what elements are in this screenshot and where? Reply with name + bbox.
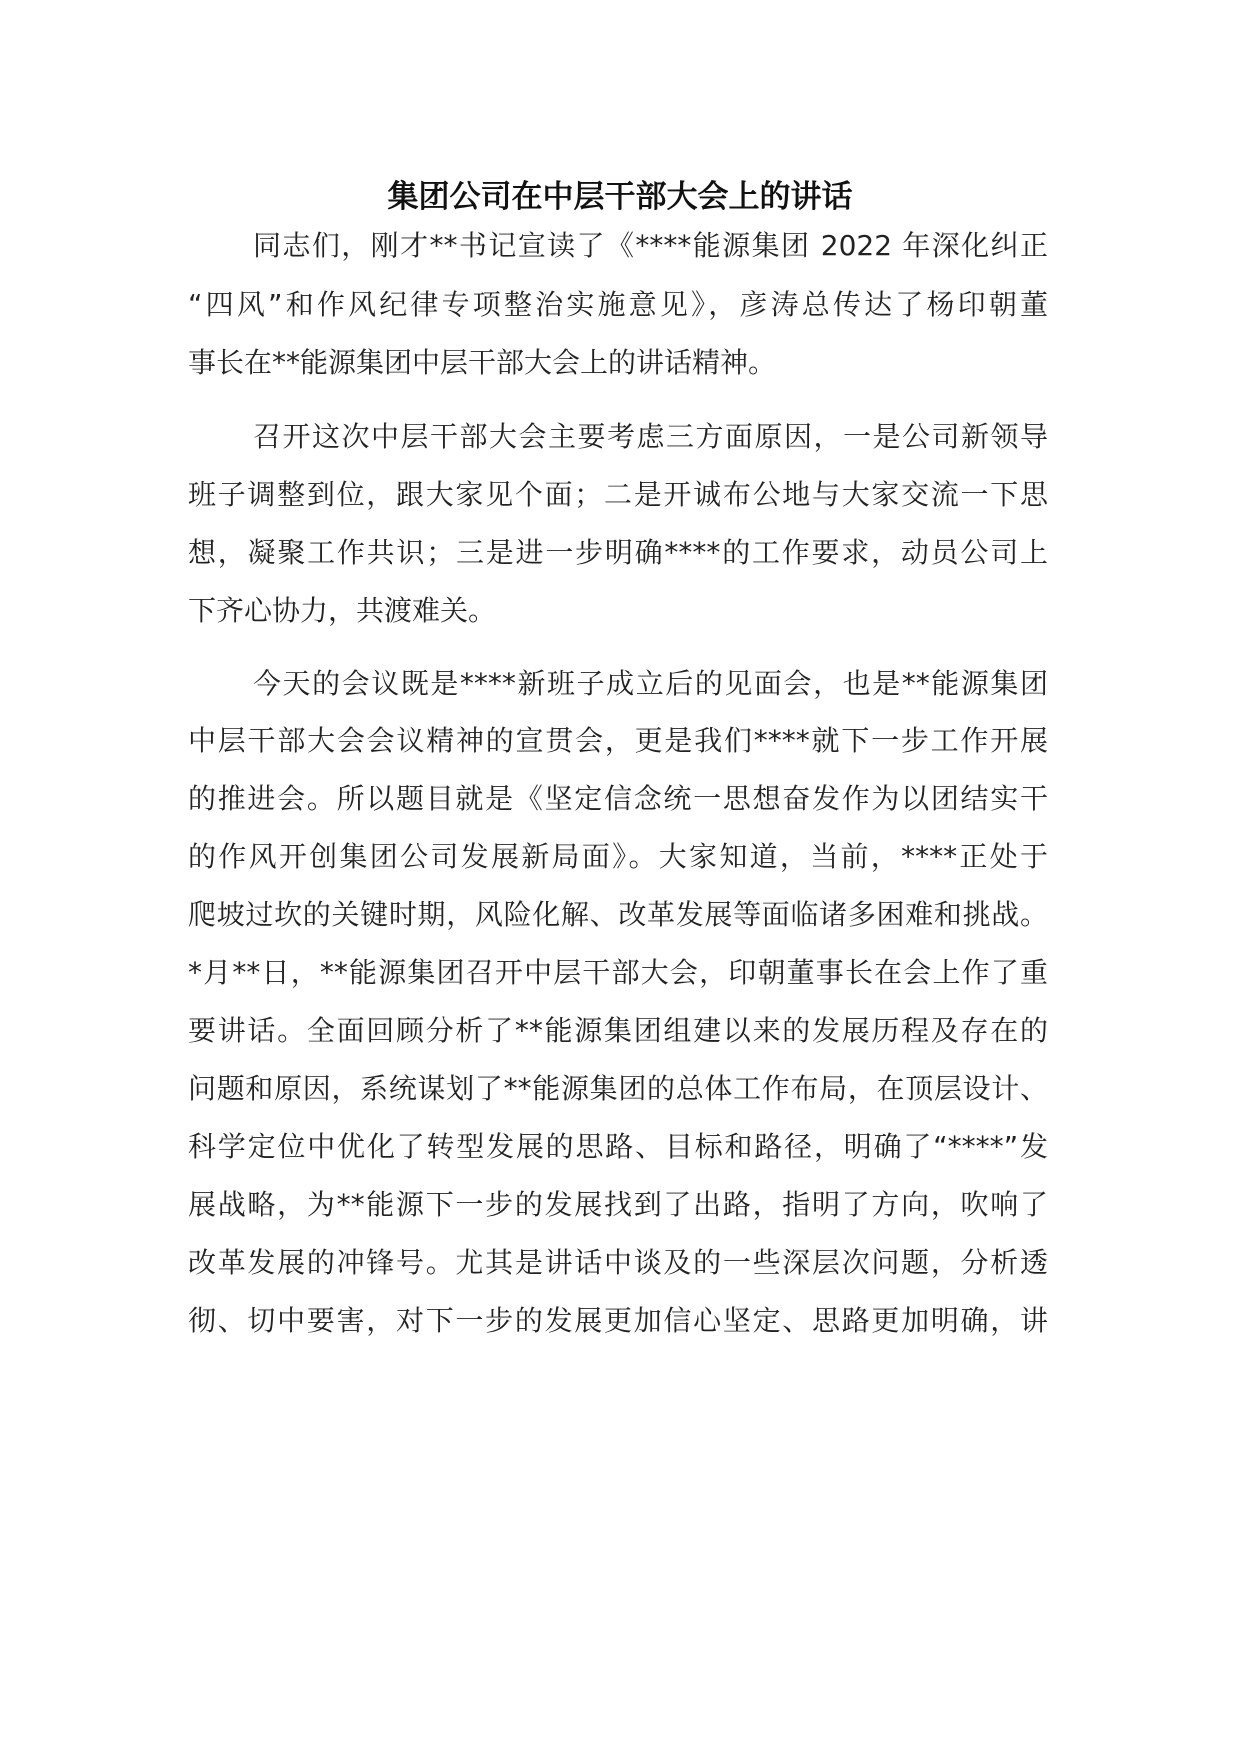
paragraph-3-line-9: 科学定位中优化了转型发展的思路、目标和路径，明确了“****”发	[188, 1130, 1048, 1163]
paragraph-3-line-3: 的推进会。所以题目就是《坚定信念统一思想奋发作为以团结实干	[188, 782, 1048, 815]
paragraph-1-line-1: 同志们，刚才**书记宣读了《****能源集团 2022 年深化纠正	[253, 229, 1048, 262]
paragraph-1-line-3: 事长在**能源集团中层干部大会上的讲话精神。	[188, 346, 777, 379]
paragraph-3-line-7: 要讲话。全面回顾分析了**能源集团组建以来的发展历程及存在的	[188, 1014, 1048, 1047]
paragraph-2-line-3: 想，凝聚工作共识；三是进一步明确****的工作要求，动员公司上	[188, 536, 1048, 569]
paragraph-3-line-6: *月**日，**能源集团召开中层干部大会，印朝董事长在会上作了重	[188, 956, 1048, 989]
paragraph-3-line-8: 问题和原因，系统谋划了**能源集团的总体工作布局，在顶层设计、	[188, 1072, 1048, 1105]
paragraph-1-line-2: “四风”和作风纪律专项整治实施意见》，彦涛总传达了杨印朝董	[188, 288, 1048, 321]
document-title: 集团公司在中层干部大会上的讲话	[387, 179, 853, 215]
paragraph-2-line-1: 召开这次中层干部大会主要考虑三方面原因，一是公司新领导	[253, 420, 1048, 453]
paragraph-3-line-11: 改革发展的冲锋号。尤其是讲话中谈及的一些深层次问题，分析透	[188, 1246, 1048, 1279]
paragraph-3-line-2: 中层干部大会会议精神的宣贯会，更是我们****就下一步工作开展	[188, 724, 1048, 757]
paragraph-3-line-4: 的作风开创集团公司发展新局面》。大家知道，当前，****正处于	[188, 840, 1048, 873]
paragraph-2-line-2: 班子调整到位，跟大家见个面；二是开诚布公地与大家交流一下思	[188, 478, 1048, 511]
paragraph-3-line-10: 展战略，为**能源下一步的发展找到了出路，指明了方向，吹响了	[188, 1188, 1048, 1221]
paragraph-3-line-12: 彻、切中要害，对下一步的发展更加信心坚定、思路更加明确，讲	[188, 1304, 1048, 1337]
paragraph-3-line-5: 爬坡过坎的关键时期，风险化解、改革发展等面临诸多困难和挑战。	[188, 898, 1048, 931]
paragraph-2-line-4: 下齐心协力，共渡难关。	[188, 594, 497, 627]
paragraph-3-line-1: 今天的会议既是****新班子成立后的见面会，也是**能源集团	[253, 667, 1048, 700]
